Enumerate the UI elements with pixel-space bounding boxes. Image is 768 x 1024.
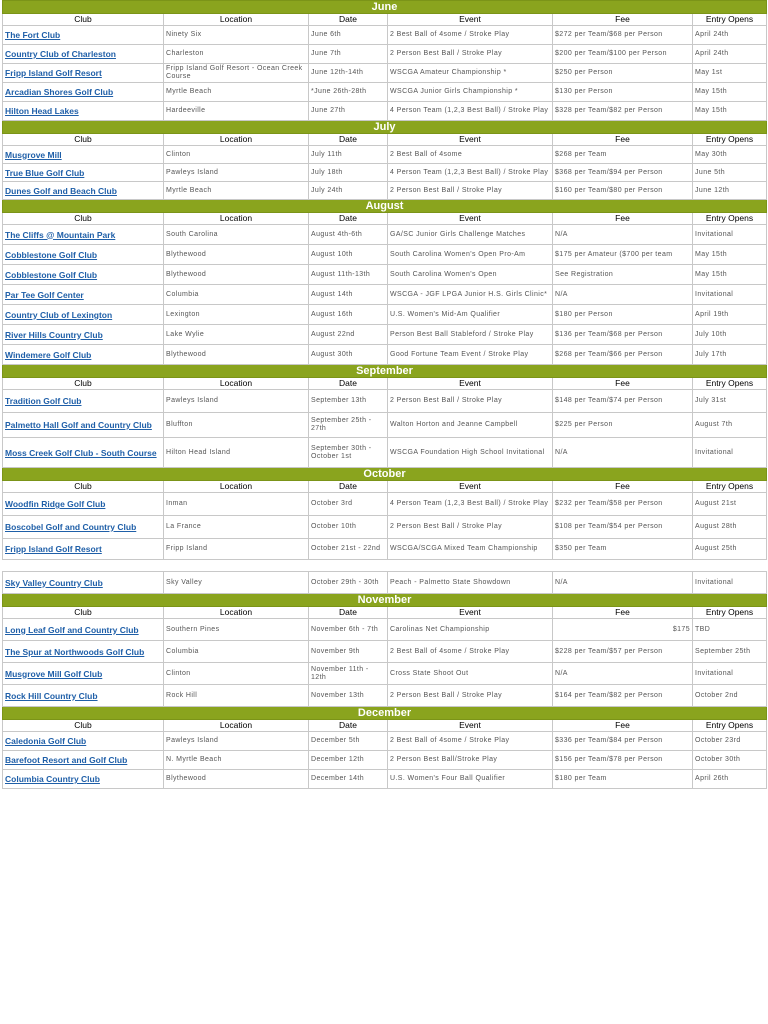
- club-link[interactable]: Windemere Golf Club: [3, 345, 164, 365]
- club-link[interactable]: Musgrove Mill: [3, 146, 164, 164]
- location-cell: Sky Valley: [164, 572, 309, 594]
- event-cell: 2 Person Best Ball / Stroke Play: [388, 182, 553, 200]
- date-cell: October 10th: [309, 516, 388, 539]
- fee-cell: $328 per Team/$82 per Person: [553, 102, 693, 121]
- fee-cell: N/A: [553, 225, 693, 245]
- event-row: [3, 64, 767, 83]
- location-cell: Blythewood: [164, 345, 309, 365]
- location-cell: South Carolina: [164, 225, 309, 245]
- header-fee: Fee: [553, 481, 693, 493]
- entry-opens-cell: May 15th: [693, 265, 767, 285]
- month-title: August: [3, 200, 767, 213]
- event-row: [3, 325, 767, 345]
- column-header-row: [3, 14, 767, 26]
- location-cell: Hilton Head Island: [164, 438, 309, 468]
- fee-cell: $336 per Team/$84 per Person: [553, 732, 693, 751]
- spacer-row: [3, 560, 767, 572]
- entry-opens-cell: August 7th: [693, 413, 767, 438]
- entry-opens-cell: May 15th: [693, 83, 767, 102]
- header-event: Event: [388, 378, 553, 390]
- location-cell: Clinton: [164, 663, 309, 685]
- entry-opens-cell: Invitational: [693, 285, 767, 305]
- entry-opens-cell: May 15th: [693, 102, 767, 121]
- header-date: Date: [309, 720, 388, 732]
- event-cell: 2 Person Best Ball/Stroke Play: [388, 751, 553, 770]
- entry-opens-cell: April 26th: [693, 770, 767, 789]
- event-row: [3, 345, 767, 365]
- date-cell: August 30th: [309, 345, 388, 365]
- month-banner-row: [3, 1, 767, 14]
- date-cell: June 7th: [309, 45, 388, 64]
- location-cell: Hardeeville: [164, 102, 309, 121]
- event-cell: South Carolina Women's Open Pro-Am: [388, 245, 553, 265]
- date-cell: June 27th: [309, 102, 388, 121]
- entry-opens-cell: June 12th: [693, 182, 767, 200]
- header-fee: Fee: [553, 607, 693, 619]
- date-cell: October 29th - 30th: [309, 572, 388, 594]
- location-cell: Southern Pines: [164, 619, 309, 641]
- event-row: [3, 493, 767, 516]
- fee-cell: $232 per Team/$58 per Person: [553, 493, 693, 516]
- entry-opens-cell: August 21st: [693, 493, 767, 516]
- entry-opens-cell: October 2nd: [693, 685, 767, 707]
- header-fee: Fee: [553, 378, 693, 390]
- location-cell: Fripp Island Golf Resort - Ocean Creek Course: [164, 64, 309, 83]
- header-entry-opens: Entry Opens: [693, 213, 767, 225]
- location-cell: N. Myrtle Beach: [164, 751, 309, 770]
- event-cell: 2 Best Ball of 4some / Stroke Play: [388, 641, 553, 663]
- header-location: Location: [164, 213, 309, 225]
- event-cell: 2 Best Ball of 4some / Stroke Play: [388, 732, 553, 751]
- location-cell: Pawleys Island: [164, 164, 309, 182]
- date-cell: August 11th-13th: [309, 265, 388, 285]
- event-cell: 4 Person Team (1,2,3 Best Ball) / Stroke Play: [388, 493, 553, 516]
- event-cell: GA/SC Junior Girls Challenge Matches: [388, 225, 553, 245]
- location-cell: La France: [164, 516, 309, 539]
- entry-opens-cell: October 30th: [693, 751, 767, 770]
- tournament-schedule-table: [2, 0, 767, 789]
- event-cell: 2 Person Best Ball / Stroke Play: [388, 390, 553, 413]
- entry-opens-cell: August 25th: [693, 539, 767, 560]
- date-cell: *June 26th-28th: [309, 83, 388, 102]
- event-cell: 2 Person Best Ball / Stroke Play: [388, 685, 553, 707]
- date-cell: September 30th - October 1st: [309, 438, 388, 468]
- date-cell: October 21st - 22nd: [309, 539, 388, 560]
- fee-cell: $200 per Team/$100 per Person: [553, 45, 693, 64]
- month-title: October: [3, 468, 767, 481]
- club-link[interactable]: Boscobel Golf and Country Club: [3, 516, 164, 539]
- header-club: Club: [3, 213, 164, 225]
- header-event: Event: [388, 720, 553, 732]
- header-club: Club: [3, 378, 164, 390]
- header-club: Club: [3, 134, 164, 146]
- date-cell: December 5th: [309, 732, 388, 751]
- entry-opens-cell: August 28th: [693, 516, 767, 539]
- header-club: Club: [3, 720, 164, 732]
- event-row: [3, 225, 767, 245]
- month-title: November: [3, 594, 767, 607]
- event-cell: 4 Person Team (1,2,3 Best Ball) / Stroke Play: [388, 102, 553, 121]
- club-link[interactable]: Columbia Country Club: [3, 770, 164, 789]
- fee-cell: $180 per Team: [553, 770, 693, 789]
- club-link[interactable]: Moss Creek Golf Club - South Course: [3, 438, 164, 468]
- column-header-row: [3, 481, 767, 493]
- event-row: [3, 26, 767, 45]
- entry-opens-cell: Invitational: [693, 438, 767, 468]
- event-row: [3, 390, 767, 413]
- month-banner-row: [3, 121, 767, 134]
- entry-opens-cell: TBD: [693, 619, 767, 641]
- location-cell: Lake Wylie: [164, 325, 309, 345]
- event-row: [3, 751, 767, 770]
- header-location: Location: [164, 481, 309, 493]
- event-row: [3, 146, 767, 164]
- header-entry-opens: Entry Opens: [693, 14, 767, 26]
- event-row: [3, 732, 767, 751]
- header-location: Location: [164, 378, 309, 390]
- location-cell: Fripp Island: [164, 539, 309, 560]
- entry-opens-cell: July 10th: [693, 325, 767, 345]
- club-link[interactable]: The Spur at Northwoods Golf Club: [3, 641, 164, 663]
- event-row: [3, 265, 767, 285]
- club-link[interactable]: The Fort Club: [3, 26, 164, 45]
- location-cell: Rock Hill: [164, 685, 309, 707]
- fee-cell: $136 per Team/$68 per Person: [553, 325, 693, 345]
- date-cell: August 14th: [309, 285, 388, 305]
- fee-cell: $272 per Team/$68 per Person: [553, 26, 693, 45]
- entry-opens-cell: July 31st: [693, 390, 767, 413]
- event-cell: Good Fortune Team Event / Stroke Play: [388, 345, 553, 365]
- entry-opens-cell: July 17th: [693, 345, 767, 365]
- event-cell: 2 Best Ball of 4some: [388, 146, 553, 164]
- date-cell: July 18th: [309, 164, 388, 182]
- event-cell: 4 Person Team (1,2,3 Best Ball) / Stroke Play: [388, 164, 553, 182]
- schedule-sheet: [2, 0, 766, 789]
- club-link[interactable]: Fripp Island Golf Resort: [3, 64, 164, 83]
- header-club: Club: [3, 14, 164, 26]
- event-row: [3, 516, 767, 539]
- entry-opens-cell: April 24th: [693, 26, 767, 45]
- header-location: Location: [164, 134, 309, 146]
- month-banner-row: [3, 468, 767, 481]
- event-row: [3, 619, 767, 641]
- date-cell: August 22nd: [309, 325, 388, 345]
- event-cell: Walton Horton and Jeanne Campbell: [388, 413, 553, 438]
- event-row: [3, 438, 767, 468]
- date-cell: December 12th: [309, 751, 388, 770]
- month-banner-row: [3, 365, 767, 378]
- header-club: Club: [3, 607, 164, 619]
- fee-cell: $160 per Team/$80 per Person: [553, 182, 693, 200]
- month-title: September: [3, 365, 767, 378]
- fee-cell: N/A: [553, 572, 693, 594]
- event-row: [3, 83, 767, 102]
- date-cell: July 24th: [309, 182, 388, 200]
- fee-cell: $368 per Team/$94 per Person: [553, 164, 693, 182]
- fee-cell: $156 per Team/$78 per Person: [553, 751, 693, 770]
- header-club: Club: [3, 481, 164, 493]
- club-link[interactable]: Palmetto Hall Golf and Country Club: [3, 413, 164, 438]
- date-cell: September 25th - 27th: [309, 413, 388, 438]
- header-date: Date: [309, 14, 388, 26]
- fee-cell: $175: [553, 619, 693, 641]
- fee-cell: $164 per Team/$82 per Person: [553, 685, 693, 707]
- location-cell: Pawleys Island: [164, 732, 309, 751]
- date-cell: November 11th - 12th: [309, 663, 388, 685]
- header-date: Date: [309, 134, 388, 146]
- club-link[interactable]: Woodfin Ridge Golf Club: [3, 493, 164, 516]
- fee-cell: $130 per Person: [553, 83, 693, 102]
- event-row: [3, 685, 767, 707]
- fee-cell: N/A: [553, 438, 693, 468]
- event-cell: U.S. Women's Mid-Am Qualifier: [388, 305, 553, 325]
- spacer-cell: [3, 560, 767, 572]
- header-fee: Fee: [553, 134, 693, 146]
- entry-opens-cell: May 30th: [693, 146, 767, 164]
- fee-cell: $250 per Person: [553, 64, 693, 83]
- header-location: Location: [164, 720, 309, 732]
- club-link[interactable]: True Blue Golf Club: [3, 164, 164, 182]
- location-cell: Clinton: [164, 146, 309, 164]
- fee-cell: N/A: [553, 663, 693, 685]
- entry-opens-cell: May 15th: [693, 245, 767, 265]
- club-link[interactable]: Arcadian Shores Golf Club: [3, 83, 164, 102]
- header-location: Location: [164, 14, 309, 26]
- header-entry-opens: Entry Opens: [693, 481, 767, 493]
- date-cell: July 11th: [309, 146, 388, 164]
- header-entry-opens: Entry Opens: [693, 607, 767, 619]
- event-row: [3, 45, 767, 64]
- event-cell: Carolinas Net Championship: [388, 619, 553, 641]
- date-cell: November 9th: [309, 641, 388, 663]
- fee-cell: $175 per Amateur ($700 per team: [553, 245, 693, 265]
- club-link[interactable]: The Cliffs @ Mountain Park: [3, 225, 164, 245]
- event-cell: Cross State Shoot Out: [388, 663, 553, 685]
- column-header-row: [3, 213, 767, 225]
- event-cell: 2 Person Best Ball / Stroke Play: [388, 516, 553, 539]
- fee-cell: $268 per Team: [553, 146, 693, 164]
- date-cell: June 6th: [309, 26, 388, 45]
- location-cell: Bluffton: [164, 413, 309, 438]
- entry-opens-cell: October 23rd: [693, 732, 767, 751]
- location-cell: Charleston: [164, 45, 309, 64]
- header-event: Event: [388, 134, 553, 146]
- event-row: [3, 305, 767, 325]
- header-entry-opens: Entry Opens: [693, 720, 767, 732]
- header-entry-opens: Entry Opens: [693, 378, 767, 390]
- event-cell: WSCGA/SCGA Mixed Team Championship: [388, 539, 553, 560]
- club-link[interactable]: Barefoot Resort and Golf Club: [3, 751, 164, 770]
- month-title: December: [3, 707, 767, 720]
- event-row: [3, 641, 767, 663]
- club-link[interactable]: Long Leaf Golf and Country Club: [3, 619, 164, 641]
- event-row: [3, 102, 767, 121]
- club-link[interactable]: Tradition Golf Club: [3, 390, 164, 413]
- header-entry-opens: Entry Opens: [693, 134, 767, 146]
- fee-cell: See Registration: [553, 265, 693, 285]
- entry-opens-cell: September 25th: [693, 641, 767, 663]
- header-event: Event: [388, 213, 553, 225]
- date-cell: August 16th: [309, 305, 388, 325]
- location-cell: Blythewood: [164, 245, 309, 265]
- event-cell: U.S. Women's Four Ball Qualifier: [388, 770, 553, 789]
- event-cell: WSCGA Junior Girls Championship *: [388, 83, 553, 102]
- location-cell: Pawleys Island: [164, 390, 309, 413]
- event-cell: 2 Person Best Ball / Stroke Play: [388, 45, 553, 64]
- location-cell: Blythewood: [164, 770, 309, 789]
- date-cell: November 13th: [309, 685, 388, 707]
- fee-cell: $108 per Team/$54 per Person: [553, 516, 693, 539]
- column-header-row: [3, 134, 767, 146]
- location-cell: Blythewood: [164, 265, 309, 285]
- event-row: [3, 572, 767, 594]
- fee-cell: $268 per Team/$66 per Person: [553, 345, 693, 365]
- fee-cell: $180 per Person: [553, 305, 693, 325]
- club-link[interactable]: Hilton Head Lakes: [3, 102, 164, 121]
- club-link[interactable]: Cobblestone Golf Club: [3, 245, 164, 265]
- entry-opens-cell: April 24th: [693, 45, 767, 64]
- entry-opens-cell: Invitational: [693, 225, 767, 245]
- location-cell: Inman: [164, 493, 309, 516]
- header-fee: Fee: [553, 14, 693, 26]
- header-fee: Fee: [553, 720, 693, 732]
- club-link[interactable]: Rock Hill Country Club: [3, 685, 164, 707]
- date-cell: August 4th-6th: [309, 225, 388, 245]
- date-cell: June 12th-14th: [309, 64, 388, 83]
- header-event: Event: [388, 14, 553, 26]
- header-date: Date: [309, 481, 388, 493]
- event-cell: 2 Best Ball of 4some / Stroke Play: [388, 26, 553, 45]
- month-banner-row: [3, 594, 767, 607]
- header-date: Date: [309, 213, 388, 225]
- month-title: June: [3, 1, 767, 14]
- entry-opens-cell: June 5th: [693, 164, 767, 182]
- fee-cell: $228 per Team/$57 per Person: [553, 641, 693, 663]
- event-row: [3, 245, 767, 265]
- club-link[interactable]: Country Club of Charleston: [3, 45, 164, 64]
- month-banner-row: [3, 707, 767, 720]
- fee-cell: $350 per Team: [553, 539, 693, 560]
- club-link[interactable]: Caledonia Golf Club: [3, 732, 164, 751]
- entry-opens-cell: Invitational: [693, 663, 767, 685]
- month-title: July: [3, 121, 767, 134]
- date-cell: August 10th: [309, 245, 388, 265]
- column-header-row: [3, 378, 767, 390]
- club-link[interactable]: Par Tee Golf Center: [3, 285, 164, 305]
- fee-cell: $225 per Person: [553, 413, 693, 438]
- club-link[interactable]: Dunes Golf and Beach Club: [3, 182, 164, 200]
- date-cell: October 3rd: [309, 493, 388, 516]
- column-header-row: [3, 607, 767, 619]
- entry-opens-cell: April 19th: [693, 305, 767, 325]
- date-cell: December 14th: [309, 770, 388, 789]
- event-row: [3, 164, 767, 182]
- location-cell: Ninety Six: [164, 26, 309, 45]
- location-cell: Lexington: [164, 305, 309, 325]
- event-cell: WSCGA Foundation High School Invitational: [388, 438, 553, 468]
- club-link[interactable]: Country Club of Lexington: [3, 305, 164, 325]
- month-banner-row: [3, 200, 767, 213]
- event-row: [3, 285, 767, 305]
- location-cell: Myrtle Beach: [164, 182, 309, 200]
- fee-cell: N/A: [553, 285, 693, 305]
- date-cell: November 6th - 7th: [309, 619, 388, 641]
- event-row: [3, 663, 767, 685]
- location-cell: Myrtle Beach: [164, 83, 309, 102]
- date-cell: September 13th: [309, 390, 388, 413]
- event-row: [3, 182, 767, 200]
- event-cell: Peach - Palmetto State Showdown: [388, 572, 553, 594]
- event-row: [3, 539, 767, 560]
- location-cell: Columbia: [164, 641, 309, 663]
- event-cell: WSCGA Amateur Championship *: [388, 64, 553, 83]
- event-cell: South Carolina Women's Open: [388, 265, 553, 285]
- event-cell: WSCGA - JGF LPGA Junior H.S. Girls Clinic*: [388, 285, 553, 305]
- entry-opens-cell: May 1st: [693, 64, 767, 83]
- club-link[interactable]: Musgrove Mill Golf Club: [3, 663, 164, 685]
- club-link[interactable]: Sky Valley Country Club: [3, 572, 164, 594]
- club-link[interactable]: Cobblestone Golf Club: [3, 265, 164, 285]
- club-link[interactable]: Fripp Island Golf Resort: [3, 539, 164, 560]
- header-event: Event: [388, 607, 553, 619]
- header-fee: Fee: [553, 213, 693, 225]
- column-header-row: [3, 720, 767, 732]
- location-cell: Columbia: [164, 285, 309, 305]
- schedule-body: [3, 1, 767, 789]
- event-cell: Person Best Ball Stableford / Stroke Play: [388, 325, 553, 345]
- header-location: Location: [164, 607, 309, 619]
- header-date: Date: [309, 607, 388, 619]
- club-link[interactable]: River Hills Country Club: [3, 325, 164, 345]
- event-row: [3, 770, 767, 789]
- entry-opens-cell: Invitational: [693, 572, 767, 594]
- header-event: Event: [388, 481, 553, 493]
- event-row: [3, 413, 767, 438]
- header-date: Date: [309, 378, 388, 390]
- fee-cell: $148 per Team/$74 per Person: [553, 390, 693, 413]
